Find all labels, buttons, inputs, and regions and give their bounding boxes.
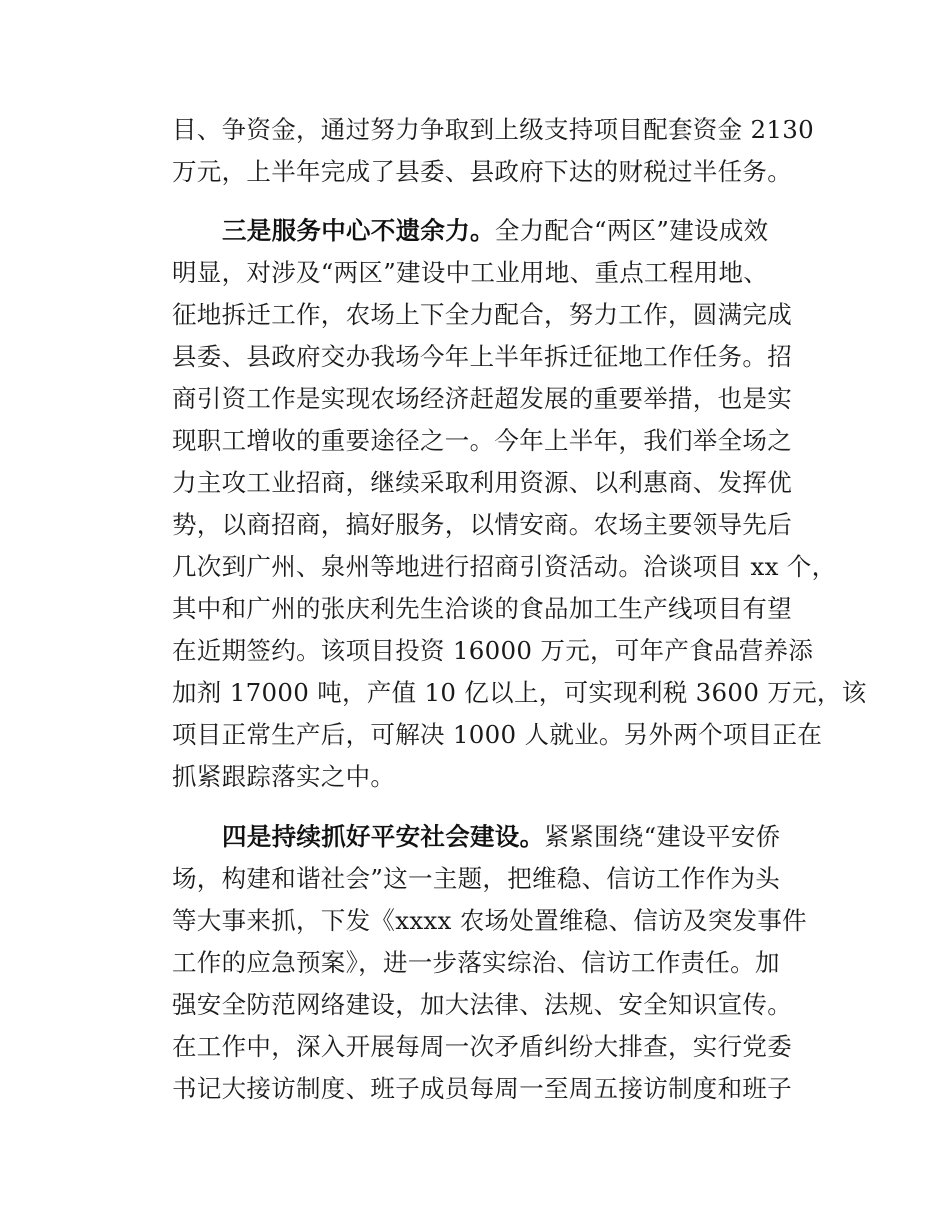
text-line: 目、争资金，通过努力争取到上级支持项目配套资金 2130 [172,115,815,144]
section-heading: 四是持续抓好平安社会建设。 [222,822,545,851]
text-line: 书记大接访制度、班子成员每周一至周五接访制度和班子 [172,1074,792,1103]
text-line: 等大事来抓，下发《xxxx 农场处置维稳、信访及突发事件 [172,906,807,935]
text-line: 力主攻工业招商，继续采取利用资源、以利惠商、发挥优 [172,468,792,497]
section-heading: 三是服务中心不遗余力。 [222,216,495,245]
text-line: 加剂 17000 吨，产值 10 亿以上，可实现利税 3600 万元，该 [172,678,867,707]
text-line: 明显，对涉及“两区”建设中工业用地、重点工程用地、 [172,258,769,287]
text-line: 强安全防范网络建设，加大法律、法规、安全知识宣传。 [172,990,792,1019]
text-line: 万元，上半年完成了县委、县政府下达的财税过半任务。 [172,157,792,186]
text-line: 势，以商招商，搞好服务，以情安商。农场主要领导先后 [172,510,792,539]
paragraph-first-line [222,822,780,852]
text-line: 工作的应急预案》，进一步落实综治、信访工作责任。加 [172,948,780,977]
text-line: 项目正常生产后，可解决 1000 人就业。另外两个项目正在 [172,720,823,749]
text-line: 在工作中，深入开展每周一次矛盾纠纷大排查，实行党委 [172,1032,792,1061]
text-line: 县委、县政府交办我场今年上半年拆迁征地工作任务。招 [172,342,792,371]
text-line: 商引资工作是实现农场经济赶超发展的重要举措，也是实 [172,384,792,413]
text-line: 现职工增收的重要途径之一。今年上半年，我们举全场之 [172,426,792,455]
text-run: 全力配合“两区”建设成效 [494,216,769,245]
text-line: 场，构建和谐社会”这一主题，把维稳、信访工作作为头 [172,864,781,893]
text-line: 在近期签约。该项目投资 16000 万元，可年产食品营养添 [172,636,814,665]
paragraph-first-line [222,216,768,246]
text-line: 抓紧跟踪落实之中。 [172,762,396,791]
text-line: 几次到广州、泉州等地进行招商引资活动。洽谈项目 xx 个， [172,552,837,581]
text-run: 紧紧围绕“建设平安侨 [544,822,781,851]
text-line: 其中和广州的张庆利先生洽谈的食品加工生产线项目有望 [172,594,792,623]
text-line: 征地拆迁工作，农场上下全力配合，努力工作，圆满完成 [172,300,792,329]
